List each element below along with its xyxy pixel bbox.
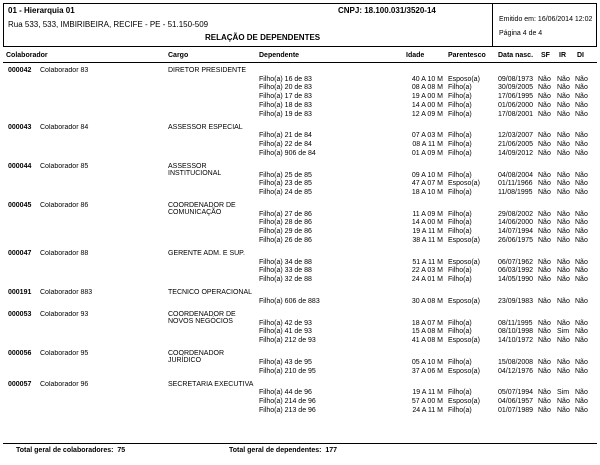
employee-role: DIRETOR PRESIDENTE	[168, 67, 247, 74]
dependent-sf: Não	[538, 132, 551, 140]
dependent-di: Não	[575, 389, 588, 397]
col-colaborador: Colaborador	[6, 52, 48, 59]
dependent-birth-date: 26/06/1975	[498, 236, 534, 244]
dependent-age: 30 A 08 M	[411, 297, 443, 305]
dependent-di: Não	[575, 110, 588, 118]
dependent-sf: Não	[538, 258, 551, 266]
dependent-ir: Não	[557, 276, 570, 283]
dependent-sf: Não	[538, 276, 551, 283]
total-dependentes	[229, 447, 337, 454]
dependent-birth-date: 06/07/1962	[498, 258, 534, 266]
dependent-ir: Não	[557, 132, 570, 140]
dependent-name: Filho(a) 44 de 96	[259, 389, 312, 397]
employee-name: Colaborador 85	[40, 162, 89, 170]
dependent-di: Não	[575, 228, 588, 236]
total-colaboradores	[16, 447, 125, 454]
dependent-di: Não	[575, 101, 588, 109]
employee-name: Colaborador 86	[40, 202, 89, 209]
dependent-ir: Sim	[557, 328, 570, 336]
dependent-di: Não	[575, 84, 588, 92]
dependent-name: Filho(a) 26 de 86	[259, 236, 312, 244]
dependent-ir: Não	[557, 171, 570, 179]
dependent-ir: Não	[557, 101, 570, 109]
dependent-sf: Não	[538, 149, 551, 157]
dependent-ir: Não	[557, 367, 570, 375]
dependent-sf: Não	[538, 297, 551, 305]
employee-code: 000056	[8, 350, 32, 358]
dependent-di: Não	[575, 276, 588, 283]
dependent-name: Filho(a) 21 de 84	[259, 132, 312, 140]
dependent-birth-date: 21/06/2005	[498, 141, 534, 148]
dependent-di: Não	[575, 328, 588, 336]
dependent-ir: Não	[557, 110, 570, 118]
dependent-birth-date: 01/11/1966	[498, 180, 533, 188]
col-data-nasc: Data nasc.	[498, 52, 534, 59]
employee-code: 000045	[8, 202, 32, 209]
dependent-relationship: Filho(a)	[448, 141, 472, 148]
dependent-ir: Não	[557, 188, 570, 196]
employee-name: Colaborador 883	[40, 289, 93, 297]
dependent-name: Filho(a) 214 de 96	[259, 398, 316, 405]
col-cargo: Cargo	[168, 52, 189, 59]
col-idade: Idade	[406, 52, 425, 59]
dependent-age: 18 A 10 M	[411, 188, 443, 196]
dependent-name: Filho(a) 22 de 84	[259, 141, 312, 148]
dependent-name: Filho(a) 33 de 88	[259, 267, 312, 275]
dependent-di: Não	[575, 367, 588, 375]
dependent-sf: Não	[538, 180, 551, 188]
dependent-birth-date: 12/03/2007	[498, 132, 534, 140]
dependent-di: Não	[575, 358, 588, 366]
dependent-ir: Não	[557, 398, 570, 405]
dependent-age: 38 A 11 M	[412, 236, 443, 244]
company-address: Rua 533, 533, IMBIRIBEIRA, RECIFE - PE - 51.150-509	[8, 20, 209, 29]
dependent-name: Filho(a) 17 de 83	[259, 93, 312, 101]
dependent-sf: Não	[538, 319, 551, 327]
dependent-relationship: Esposo(a)	[448, 258, 480, 266]
dependent-birth-date: 01/06/2000	[498, 101, 534, 109]
dependent-ir: Não	[557, 358, 570, 366]
employee-code: 000057	[8, 380, 32, 388]
dependent-di: Não	[575, 219, 588, 227]
dependent-relationship: Filho(a)	[448, 132, 472, 140]
employee-name: Colaborador 96	[40, 380, 89, 388]
dependent-ir: Não	[557, 84, 570, 92]
dependent-birth-date: 29/08/2002	[498, 210, 534, 218]
dependent-relationship: Filho(a)	[448, 149, 472, 157]
dependent-name: Filho(a) 213 de 96	[259, 406, 316, 414]
dependent-sf: Não	[538, 171, 551, 179]
dependent-birth-date: 05/07/1994	[498, 389, 534, 397]
header-divider	[492, 3, 493, 47]
dependent-sf: Não	[538, 219, 551, 227]
dependent-birth-date: 14/10/1972	[498, 337, 534, 344]
total-colab-label: Total geral de colaboradores:	[16, 447, 114, 454]
dependent-relationship: Filho(a)	[448, 276, 472, 283]
dependent-name: Filho(a) 212 de 93	[259, 337, 316, 344]
dependent-relationship: Filho(a)	[448, 210, 472, 218]
dependent-age: 11 A 09 M	[412, 210, 443, 218]
col-dependente: Dependente	[259, 52, 300, 59]
report-title: RELAÇÃO DE DEPENDENTES	[205, 33, 321, 42]
dependent-birth-date: 15/08/2008	[498, 358, 534, 366]
dependent-age: 22 A 03 M	[411, 267, 443, 275]
dependent-age: 41 A 08 M	[411, 337, 443, 344]
column-header-rule	[3, 62, 597, 63]
col-parentesco: Parentesco	[448, 52, 486, 59]
dependent-di: Não	[575, 75, 588, 83]
dependent-sf: Não	[538, 101, 551, 109]
dependent-ir: Não	[557, 228, 570, 236]
employee-name: Colaborador 84	[40, 123, 89, 131]
col-sf: SF	[541, 52, 550, 59]
dependent-sf: Não	[538, 93, 551, 101]
dependent-sf: Não	[538, 267, 551, 275]
dependent-ir: Sim	[557, 389, 570, 397]
dependent-relationship: Esposo(a)	[448, 297, 480, 305]
employee-role: ASSESSOR ESPECIAL	[168, 123, 243, 131]
emitted-value: 16/06/2014 12:02	[537, 16, 593, 23]
dependent-sf: Não	[538, 110, 551, 118]
dependent-di: Não	[575, 210, 588, 218]
dependent-di: Não	[575, 297, 588, 305]
dependent-relationship: Filho(a)	[448, 319, 472, 327]
dependent-sf: Não	[538, 141, 551, 148]
employee-name: Colaborador 83	[40, 67, 89, 74]
dependent-name: Filho(a) 23 de 85	[259, 180, 312, 188]
dependent-age: 57 A 00 M	[411, 398, 443, 405]
dependent-birth-date: 08/10/1998	[498, 328, 534, 336]
dependent-birth-date: 08/11/1995	[498, 319, 533, 327]
dependent-sf: Não	[538, 84, 551, 92]
dependent-ir: Não	[557, 406, 570, 414]
dependent-birth-date: 14/09/2012	[498, 149, 534, 157]
dependent-sf: Não	[538, 236, 551, 244]
dependent-age: 09 A 10 M	[411, 171, 443, 179]
dependent-birth-date: 14/06/2000	[498, 219, 534, 227]
employee-role: COORDENADOR JURÍDICO	[168, 350, 225, 365]
dependent-ir: Não	[557, 93, 570, 101]
emitted-date	[499, 16, 592, 23]
employee-role: GERENTE ADM. E SUP.	[168, 249, 245, 257]
col-ir: IR	[559, 52, 566, 59]
dependent-relationship: Filho(a)	[448, 358, 472, 366]
employee-code: 000191	[8, 289, 32, 297]
employee-code: 000047	[8, 249, 32, 257]
dependent-name: Filho(a) 41 de 93	[259, 328, 312, 336]
dependent-sf: Não	[538, 188, 551, 196]
dependent-relationship: Filho(a)	[448, 389, 472, 397]
dependent-birth-date: 17/06/1995	[498, 93, 534, 101]
dependent-birth-date: 11/08/1995	[498, 188, 533, 196]
dependent-relationship: Filho(a)	[448, 93, 472, 101]
dependent-relationship: Filho(a)	[448, 219, 472, 227]
dependent-relationship: Esposo(a)	[448, 180, 480, 188]
total-dep-value: 177	[325, 447, 338, 454]
dependent-age: 19 A 00 M	[411, 93, 443, 101]
dependent-age: 08 A 08 M	[411, 84, 443, 92]
dependent-relationship: Filho(a)	[448, 267, 472, 275]
dependent-name: Filho(a) 34 de 88	[259, 258, 312, 266]
dependent-name: Filho(a) 24 de 85	[259, 188, 312, 196]
dependent-ir: Não	[557, 236, 570, 244]
dependent-relationship: Filho(a)	[448, 328, 472, 336]
dependent-ir: Não	[557, 210, 570, 218]
dependent-ir: Não	[557, 219, 570, 227]
dependent-sf: Não	[538, 367, 551, 375]
dependent-age: 18 A 07 M	[411, 319, 443, 327]
dependent-di: Não	[575, 236, 588, 244]
dependent-name: Filho(a) 25 de 85	[259, 171, 312, 179]
dependent-name: Filho(a) 16 de 83	[259, 75, 312, 83]
dependent-sf: Não	[538, 358, 551, 366]
dependent-birth-date: 04/08/2004	[498, 171, 534, 179]
dependent-name: Filho(a) 32 de 88	[259, 276, 312, 283]
dependent-sf: Não	[538, 389, 551, 397]
employee-role: COORDENADOR DE NOVOS NEGÓCIOS	[168, 310, 236, 325]
dependent-di: Não	[575, 319, 588, 327]
employee-code: 000053	[8, 310, 32, 318]
dependent-di: Não	[575, 93, 588, 101]
dependent-sf: Não	[538, 337, 551, 344]
dependent-ir: Não	[557, 297, 570, 305]
dependent-sf: Não	[538, 210, 551, 218]
dependent-age: 05 A 10 M	[411, 358, 443, 366]
dependent-di: Não	[575, 149, 588, 157]
dependent-birth-date: 17/08/2001	[498, 110, 534, 118]
dependent-birth-date: 06/03/1992	[498, 267, 534, 275]
dependent-birth-date: 09/08/1973	[498, 75, 534, 83]
page-number: Página 4 de 4	[499, 30, 543, 37]
emitted-label: Emitido em:	[499, 16, 536, 23]
footer-rule	[3, 443, 597, 444]
dependent-ir: Não	[557, 319, 570, 327]
dependent-name: Filho(a) 29 de 86	[259, 228, 312, 236]
dependent-name: Filho(a) 906 de 84	[259, 149, 316, 157]
dependent-age: 14 A 00 M	[411, 101, 443, 109]
dependent-sf: Não	[538, 398, 551, 405]
dependent-di: Não	[575, 258, 588, 266]
dependent-name: Filho(a) 210 de 95	[259, 367, 316, 375]
employee-role: TÉCNICO OPERACIONAL	[168, 289, 253, 297]
dependent-name: Filho(a) 18 de 83	[259, 101, 312, 109]
dependent-birth-date: 04/12/1976	[498, 367, 534, 375]
cnpj: CNPJ: 18.100.031/3520-14	[338, 6, 436, 15]
col-di: DI	[577, 52, 584, 59]
employee-name: Colaborador 88	[40, 249, 89, 257]
dependent-birth-date: 23/09/1983	[498, 297, 534, 305]
dependent-relationship: Filho(a)	[448, 101, 472, 109]
dependent-relationship: Esposo(a)	[448, 398, 480, 405]
dependent-age: 37 A 06 M	[411, 367, 443, 375]
dependent-ir: Não	[557, 180, 570, 188]
dependent-name: Filho(a) 606 de 883	[259, 297, 320, 305]
dependent-age: 40 A 10 M	[411, 75, 443, 83]
dependent-di: Não	[575, 171, 588, 179]
dependent-name: Filho(a) 28 de 86	[259, 219, 312, 227]
dependent-birth-date: 14/07/1994	[498, 228, 534, 236]
dependent-name: Filho(a) 42 de 93	[259, 319, 312, 327]
hierarchy-title: 01 - Hierarquia 01	[8, 6, 75, 15]
employee-role: COORDENADOR DE COMUNICAÇÃO	[168, 202, 236, 216]
dependent-name: Filho(a) 19 de 83	[259, 110, 312, 118]
dependent-ir: Não	[557, 149, 570, 157]
dependent-di: Não	[575, 267, 588, 275]
dependent-ir: Não	[557, 258, 570, 266]
dependent-ir: Não	[557, 75, 570, 83]
dependent-age: 51 A 11 M	[412, 258, 443, 266]
employee-code: 000044	[8, 162, 32, 170]
dependent-age: 24 A 01 M	[411, 276, 443, 283]
dependent-age: 19 A 11 M	[412, 228, 443, 236]
dependent-relationship: Filho(a)	[448, 171, 472, 179]
dependent-age: 19 A 11 M	[412, 389, 443, 397]
dependent-age: 01 A 09 M	[411, 149, 443, 157]
dependent-ir: Não	[557, 141, 570, 148]
employee-code: 000042	[8, 67, 32, 74]
dependent-di: Não	[575, 188, 588, 196]
dependent-di: Não	[575, 406, 588, 414]
dependent-age: 12 A 09 M	[411, 110, 443, 118]
dependent-sf: Não	[538, 328, 551, 336]
dependent-relationship: Esposo(a)	[448, 236, 480, 244]
dependent-ir: Não	[557, 337, 570, 344]
employee-name: Colaborador 95	[40, 350, 89, 358]
dependent-relationship: Esposo(a)	[448, 367, 480, 375]
dependent-birth-date: 14/05/1990	[498, 276, 534, 283]
dependent-relationship: Filho(a)	[448, 228, 472, 236]
dependent-di: Não	[575, 337, 588, 344]
dependent-age: 14 A 00 M	[411, 219, 443, 227]
dependent-name: Filho(a) 43 de 95	[259, 358, 312, 366]
employee-name: Colaborador 93	[40, 310, 89, 318]
employee-code: 000043	[8, 123, 32, 131]
dependent-relationship: Esposo(a)	[448, 75, 480, 83]
dependent-ir: Não	[557, 267, 570, 275]
dependent-di: Não	[575, 141, 588, 148]
dependent-age: 15 A 08 M	[411, 328, 443, 336]
dependent-age: 47 A 07 M	[411, 180, 443, 188]
dependent-sf: Não	[538, 406, 551, 414]
dependent-di: Não	[575, 398, 588, 405]
dependent-relationship: Filho(a)	[448, 110, 472, 118]
dependent-sf: Não	[538, 75, 551, 83]
dependent-name: Filho(a) 20 de 83	[259, 84, 312, 92]
dependent-birth-date: 04/06/1957	[498, 398, 534, 405]
dependent-name: Filho(a) 27 de 86	[259, 210, 312, 218]
dependent-sf: Não	[538, 228, 551, 236]
total-dep-label: Total geral de dependentes:	[229, 447, 322, 454]
dependent-birth-date: 01/07/1989	[498, 406, 534, 414]
dependent-age: 07 A 03 M	[411, 132, 443, 140]
dependent-birth-date: 30/09/2005	[498, 84, 534, 92]
dependent-relationship: Esposo(a)	[448, 337, 480, 344]
dependent-age: 24 A 11 M	[412, 406, 443, 414]
dependent-relationship: Filho(a)	[448, 406, 472, 414]
employee-role: SECRETÁRIA EXECUTIVA	[168, 380, 254, 388]
employee-role: ASSESSOR INSTITUCIONAL	[168, 162, 222, 177]
dependent-di: Não	[575, 132, 588, 140]
dependent-relationship: Filho(a)	[448, 84, 472, 92]
dependent-relationship: Filho(a)	[448, 188, 472, 196]
dependent-age: 08 A 11 M	[412, 141, 443, 148]
dependent-di: Não	[575, 180, 588, 188]
total-colab-value: 75	[117, 447, 126, 454]
